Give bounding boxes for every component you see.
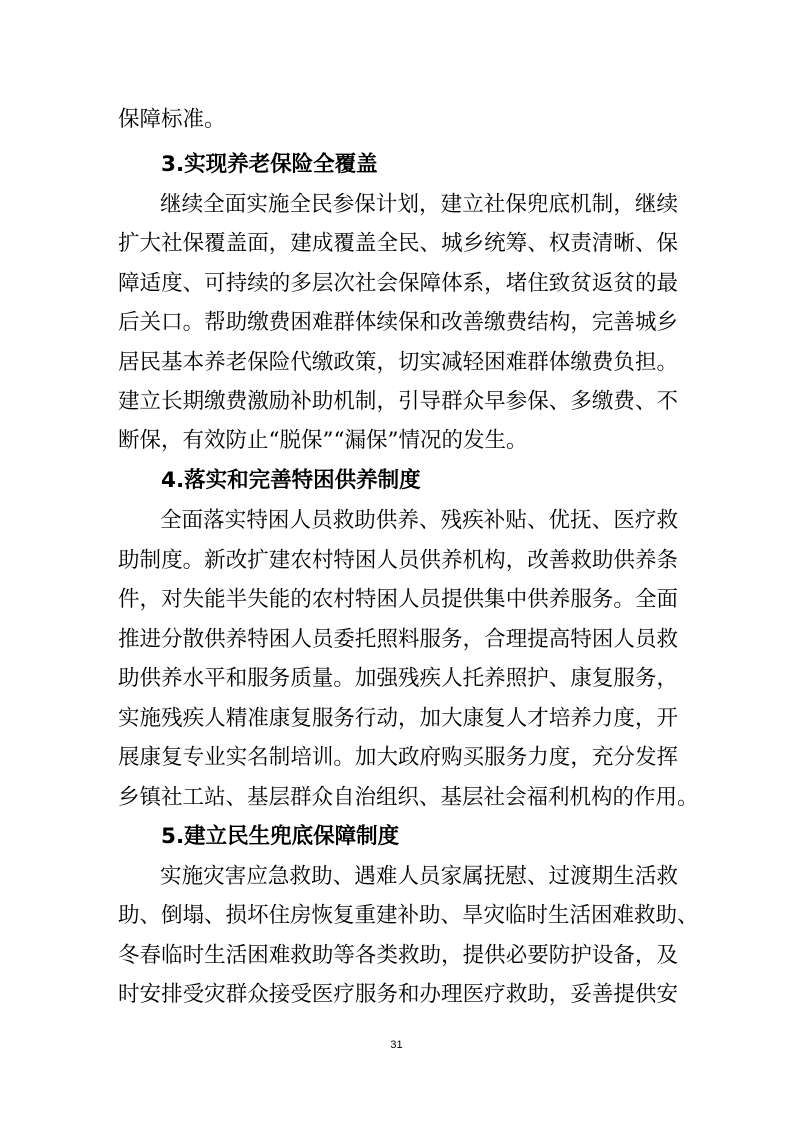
paragraph-line: 实施残疾人精准康复服务行动，加大康复人才培养力度，开	[118, 706, 678, 731]
paragraph-line: 助供养水平和服务质量。加强残疾人托养照护、康复服务，	[118, 666, 678, 691]
paragraph-line: 实施灾害应急救助、遇难人员家属抚慰、过渡期生活救	[160, 864, 678, 889]
paragraph-line: 冬春临时生活困难救助等各类救助，提供必要防护设备，及	[118, 943, 678, 968]
paragraph-line: 时安排受灾群众接受医疗服务和办理医疗救助，妥善提供安	[118, 982, 678, 1007]
section-heading: 4.落实和完善特困供养制度	[161, 468, 421, 493]
paragraph-line: 后关口。帮助缴费困难群体续保和改善缴费结构，完善城乡	[118, 310, 678, 335]
paragraph-line: 障适度、可持续的多层次社会保障体系，堵住致贫返贫的最	[118, 271, 678, 296]
paragraph-line: 助、倒塌、损坏住房恢复重建补助、旱灾临时生活困难救助、	[118, 903, 699, 928]
paragraph-line: 助制度。新改扩建农村特困人员供养机构，改善救助供养条	[118, 548, 678, 573]
paragraph-line: 展康复专业实名制培训。加大政府购买服务力度，充分发挥	[118, 745, 678, 770]
paragraph-line: 乡镇社工站、基层群众自治组织、基层社会福利机构的作用。	[118, 785, 699, 810]
paragraph-line: 件，对失能半失能的农村特困人员提供集中供养服务。全面	[118, 587, 678, 612]
paragraph-line: 居民基本养老保险代缴政策，切实减轻困难群体缴费负担。	[118, 350, 678, 375]
page-number: 31	[390, 1039, 403, 1051]
paragraph-line: 扩大社保覆盖面，建成覆盖全民、城乡统筹、权责清晰、保	[118, 231, 678, 256]
section-heading: 5.建立民生兜底保障制度	[161, 824, 400, 849]
paragraph-line: 断保，有效防止“脱保”“漏保”情况的发生。	[118, 428, 528, 453]
paragraph-line: 继续全面实施全民参保计划，建立社保兜底机制，继续	[160, 192, 678, 217]
paragraph-line: 推进分散供养特困人员委托照料服务，合理提高特困人员救	[118, 627, 678, 652]
section-heading: 3.实现养老保险全覆盖	[161, 152, 378, 177]
paragraph-line: 建立长期缴费激励补助机制，引导群众早参保、多缴费、不	[118, 389, 678, 414]
paragraph-line: 保障标准。	[118, 107, 226, 132]
paragraph-line: 全面落实特困人员救助供养、残疾补贴、优抚、医疗救	[160, 508, 678, 533]
